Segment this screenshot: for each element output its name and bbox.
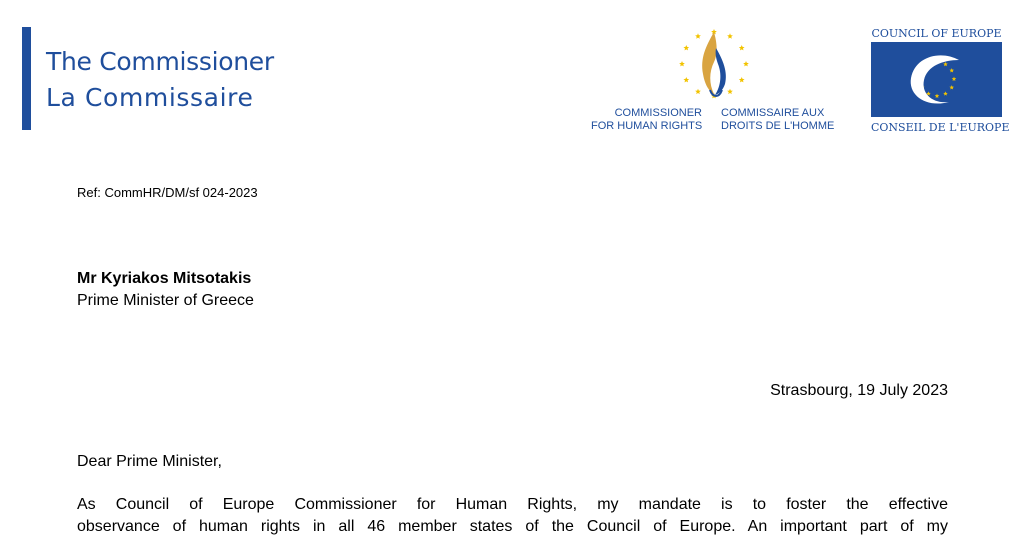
office-title-english: The Commissioner xyxy=(46,47,274,76)
recipient-title: Prime Minister of Greece xyxy=(77,292,254,309)
emblem-star-icon xyxy=(727,89,733,94)
emblem-star-icon xyxy=(727,33,733,38)
place-and-date: Strasbourg, 19 July 2023 xyxy=(770,382,948,399)
emblem-star-icon xyxy=(695,33,701,38)
emblem-star-icon xyxy=(739,77,745,82)
emblem-star-icon xyxy=(743,61,749,66)
recipient-name: Mr Kyriakos Mitsotakis xyxy=(77,270,252,287)
body-text-line: observance of human rights in all 46 member states of the Council of Europe. An important part of my xyxy=(77,518,948,535)
salutation: Dear Prime Minister, xyxy=(77,453,222,470)
reference-number: Ref: CommHR/DM/sf 024-2023 xyxy=(77,185,258,200)
emblem-star-icon xyxy=(679,61,685,66)
coe-name-french: CONSEIL DE L'EUROPE xyxy=(871,121,1010,134)
council-of-europe-flag-icon xyxy=(871,42,1002,117)
chr-label-en-line2: FOR HUMAN RIGHTS xyxy=(591,120,703,132)
chr-label-french xyxy=(721,107,834,133)
chr-label-english xyxy=(591,107,702,133)
chr-label-en-line1: COMMISSIONER xyxy=(614,107,702,119)
flame-gold-shape xyxy=(702,32,716,94)
chr-label-fr-line2: DROITS DE L'HOMME xyxy=(721,120,835,132)
office-title-french: La Commissaire xyxy=(46,83,254,112)
emblem-star-icon xyxy=(695,89,701,94)
chr-label-fr-line1: COMMISSAIRE AUX xyxy=(721,107,825,119)
emblem-star-icon xyxy=(683,45,689,50)
flame-blue-shape xyxy=(715,48,726,95)
header-accent-bar xyxy=(22,27,31,130)
body-text-line: As Council of Europe Commissioner for Human Rights, my mandate is to foster the effective xyxy=(77,496,948,513)
emblem-star-icon xyxy=(683,77,689,82)
flame-emblem-icon xyxy=(676,28,752,104)
coe-name-english: COUNCIL OF EUROPE xyxy=(871,27,1002,40)
emblem-star-icon xyxy=(739,45,745,50)
